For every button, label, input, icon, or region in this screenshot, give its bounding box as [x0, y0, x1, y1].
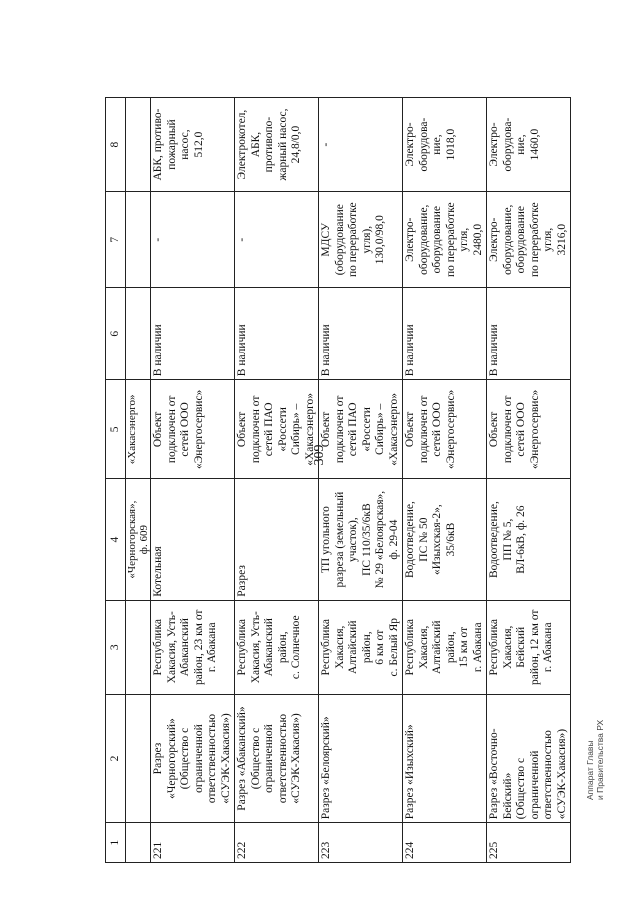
col-header: 4	[106, 479, 126, 600]
source-cell: Разрез	[235, 479, 319, 600]
page-number: 309	[312, 444, 327, 466]
other-cell: Электро- оборудова- ние, 1460,0	[487, 98, 571, 192]
table-cell	[126, 192, 151, 288]
footer-line: Аппарат Главы	[585, 740, 595, 800]
source-cell: Водоотведение, ПП № 5, ВЛ-6кВ, ф. 26	[487, 479, 571, 600]
cell-text: «Хакасэнерго»	[126, 394, 138, 465]
enterprise-name-cell: Разрез «Абаканский» (Общество с ограниченной ответственностью «СУЭК-Хакасия»)	[235, 694, 319, 823]
footer-line: и Правительства РХ	[595, 719, 605, 800]
equipment-cell: МДСУ (оборудование по переработке угля), 130,0/98,0	[319, 192, 403, 288]
location-cell: Республика Хакасия, Усть- Абаканский район, с. Солнечное	[235, 600, 319, 694]
other-cell: Электрокотел, АБК, противопо- жарный насос, 24,8/0,0	[235, 98, 319, 192]
other-cell: АБК, противо- пожарный насос, 512,0	[151, 98, 235, 192]
other-cell: Электро- оборудова- ние, 1018,0	[403, 98, 487, 192]
col-header: 5	[106, 380, 126, 479]
table-cell	[126, 600, 151, 694]
table-cell	[126, 823, 151, 863]
source-cell: Водоотведение, ПС № 50 «Изыхская-2», 35/6кВ	[403, 479, 487, 600]
source-cell: ТП угольного разреза (земельный участок), ПС 110/35/6кВ № 29 «Белоярская», ф. 29-04	[319, 479, 403, 600]
enterprise-name-cell: Разрез «Восточно- Бейский» (Общество с ограниченной ответственностью «СУЭК-Хакасия»)	[487, 694, 571, 823]
enterprise-name-cell: Разрез «Белоярский»	[319, 694, 403, 823]
connection-cell: Объект подключен от сетей ПАО «Россети Сибирь» – «Хакасэнерго»	[235, 380, 319, 479]
table-cell	[126, 380, 151, 479]
footer-stamp	[585, 630, 605, 800]
rotated-table-wrapper	[105, 97, 566, 863]
location-cell: Республика Хакасия, Усть- Абаканский район, 23 км от г. Абакана	[151, 600, 235, 694]
col-header: 3	[106, 600, 126, 694]
availability-cell: В наличии	[319, 288, 403, 380]
continuation-row	[126, 98, 151, 863]
row-number: 222	[235, 823, 319, 863]
connection-cell: Объект подключен от сетей ООО «Энергосервис»	[403, 380, 487, 479]
table-row	[487, 98, 571, 863]
table-row	[151, 98, 235, 863]
location-cell: Республика Хакасия, Алтайский район, 6 км от с. Белый Яр	[319, 600, 403, 694]
connection-cell: Объект подключен от сетей ООО «Энергосервис»	[151, 380, 235, 479]
row-number: 225	[487, 823, 571, 863]
availability-cell: В наличии	[403, 288, 487, 380]
header-row	[106, 98, 126, 863]
table-cell	[126, 694, 151, 823]
row-number: 223	[319, 823, 403, 863]
location-cell: Республика Хакасия, Алтайский район, 15 км от г. Абакана	[403, 600, 487, 694]
data-table	[105, 97, 571, 863]
availability-cell: В наличии	[151, 288, 235, 380]
col-header: 7	[106, 192, 126, 288]
col-header: 2	[106, 694, 126, 823]
table-row	[319, 98, 403, 863]
col-header: 8	[106, 98, 126, 192]
enterprise-name-cell: Разрез «Изыхский»	[403, 694, 487, 823]
equipment-cell: -	[151, 192, 235, 288]
availability-cell: В наличии	[487, 288, 571, 380]
equipment-cell: Электро- оборудование, оборудование по переработке угля, 3216,0	[487, 192, 571, 288]
table-row	[235, 98, 319, 863]
equipment-cell: Электро- оборудование, оборудование по переработке угля, 2480,0	[403, 192, 487, 288]
connection-cell: Объект подключен от сетей ООО «Энергосервис»	[487, 380, 571, 479]
cell-text: «Черногорская», ф. 609	[126, 500, 150, 579]
row-number: 221	[151, 823, 235, 863]
col-header: 6	[106, 288, 126, 380]
other-cell: -	[319, 98, 403, 192]
equipment-cell: -	[235, 192, 319, 288]
table-cell	[126, 98, 151, 192]
table-cell	[126, 479, 151, 600]
location-cell: Республика Хакасия, Бейский район, 12 км от г. Абакана	[487, 600, 571, 694]
table-row	[403, 98, 487, 863]
connection-cell: Объект подключен от сетей ПАО «Россети Сибирь» – «Хакасэнерго»	[319, 380, 403, 479]
enterprise-name-cell: Разрез «Черногорский» (Общество с ограниченной ответственностью «СУЭК-Хакасия»)	[151, 694, 235, 823]
col-header: 1	[106, 823, 126, 863]
row-number: 224	[403, 823, 487, 863]
availability-cell: В наличии	[235, 288, 319, 380]
table-cell	[126, 288, 151, 380]
source-cell: Котельная	[151, 479, 235, 600]
